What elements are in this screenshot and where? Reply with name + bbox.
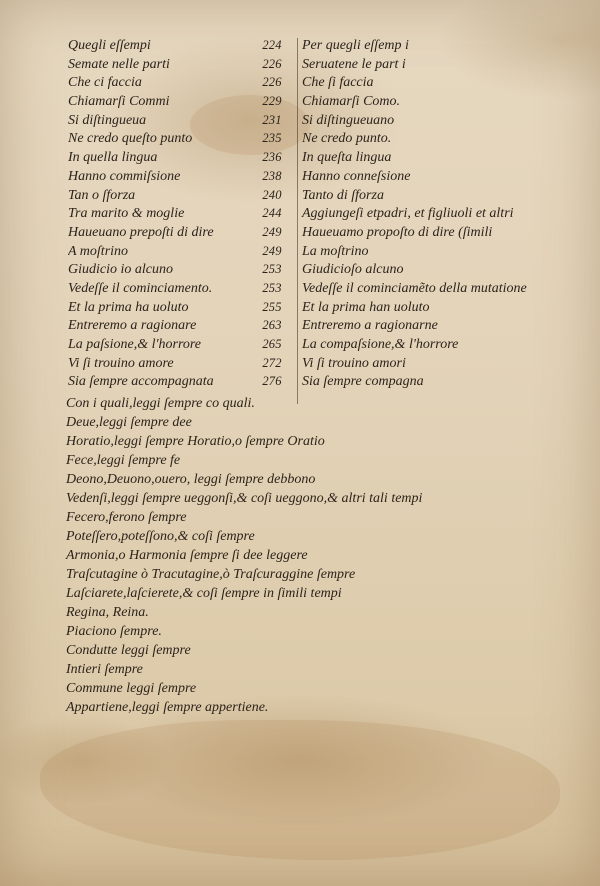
errata-note-line: Intieri ſempre [66, 662, 143, 677]
errata-wrong-text: Tra marito & moglie [68, 206, 185, 222]
errata-row [68, 279, 548, 298]
errata-row [68, 36, 548, 55]
errata-page-number: 272 [262, 355, 282, 370]
errata-row [68, 335, 548, 354]
errata-correct-text: Tanto di ſforza [302, 187, 384, 203]
errata-note-line: Commune leggi ſempre [66, 681, 197, 696]
errata-note-line: Appartiene,leggi ſempre appertiene. [66, 700, 269, 715]
errata-correct-text: Hanno conneſsione [302, 168, 411, 184]
errata-row [68, 73, 548, 92]
errata-note-line: Piaciono ſempre. [66, 624, 162, 639]
errata-note-line: Deue,leggi ſempre dee [66, 415, 192, 430]
errata-row [68, 372, 548, 391]
errata-row [68, 186, 548, 205]
errata-correct-text: Haueuamo propoſto di dire (ſimili [302, 224, 493, 240]
errata-wrong-text: A moſtrino [68, 243, 129, 259]
errata-note-line: Fece,leggi ſempre fe [66, 453, 181, 468]
errata-wrong-text: Ne credo queſto punto [68, 131, 193, 147]
errata-wrong-text: Vedeſſe il cominciamento. [68, 280, 213, 296]
errata-wrong-text: Et la prima ha uoluto [68, 299, 189, 315]
errata-correct-text: Entreremo a ragionarne [302, 318, 438, 334]
errata-row [68, 242, 548, 261]
errata-page-number: 255 [262, 299, 282, 314]
errata-note-line: Regina, Reina. [66, 605, 149, 620]
errata-page-number: 235 [262, 131, 282, 146]
errata-correct-text: Chiamarſi Como. [302, 94, 401, 110]
errata-table [68, 36, 548, 391]
errata-note-line: Condutte leggi ſempre [66, 643, 191, 658]
errata-wrong-text: Entreremo a ragionare [68, 318, 197, 334]
errata-correct-text: Vedeſſe il cominciamẽto della mutatione [302, 280, 527, 296]
errata-page-number: 253 [262, 262, 282, 277]
errata-page-number: 265 [262, 337, 282, 351]
errata-note-line: Deono,Deuono,ouero, leggi ſempre debbono [66, 472, 316, 487]
errata-page-number: 231 [262, 112, 282, 127]
errata-note-line: Con i quali,leggi ſempre co quali. [66, 396, 255, 411]
errata-wrong-text: Giudicio io alcuno [68, 262, 173, 278]
errata-row [68, 148, 548, 167]
errata-page-number: 226 [262, 75, 282, 90]
errata-notes [66, 394, 546, 717]
errata-note-line: Traſcutagine ò Tracutagine,ò Traſcuraggine ſempre [66, 567, 356, 582]
errata-row [68, 298, 548, 317]
errata-wrong-text: In quella lingua [68, 150, 158, 166]
errata-correct-text: Seruatene le part i [302, 56, 406, 72]
errata-page-number: 249 [262, 224, 282, 239]
errata-correct-text: La moſtrino [302, 243, 369, 259]
water-stain [40, 720, 560, 860]
errata-correct-text: Che ſi faccia [302, 75, 374, 91]
errata-wrong-text: Si diſtingueua [68, 112, 147, 128]
errata-wrong-text: Che ci faccia [68, 75, 142, 91]
errata-wrong-text: Hanno commiſsione [68, 168, 181, 184]
errata-page-number: 244 [262, 206, 282, 221]
errata-row [68, 111, 548, 130]
errata-note-line: Poteſſero,poteſſono,& coſi ſempre [66, 529, 255, 544]
errata-correct-text: Vi ſi trouino amori [302, 355, 406, 371]
errata-row [68, 55, 548, 74]
errata-correct-text: In queſta lingua [302, 150, 392, 166]
errata-wrong-text: La paſsione,& l'horrore [68, 337, 202, 352]
errata-wrong-text: Chiamarſi Commi [68, 94, 170, 110]
errata-page-number: 253 [262, 280, 282, 295]
errata-page-number: 236 [262, 150, 282, 165]
errata-note-line: Vedenſi,leggi ſempre ueggonſi,& coſi ueggono,& altri tali tempi [66, 491, 423, 506]
errata-page-number: 238 [262, 168, 282, 183]
errata-wrong-text: Sia ſempre accompagnata [68, 374, 214, 390]
errata-correct-text: Et la prima han uoluto [302, 299, 430, 315]
errata-row [68, 223, 548, 242]
errata-page-number: 240 [262, 187, 282, 202]
errata-correct-text: Sia ſempre compagna [302, 374, 424, 390]
errata-correct-text: La compaſsione,& l'horrore [302, 337, 459, 352]
errata-row [68, 129, 548, 148]
errata-page-number: 276 [262, 374, 282, 389]
errata-page-number: 263 [262, 318, 282, 333]
errata-page-number: 249 [262, 243, 282, 258]
errata-wrong-text: Tan o ſforza [68, 187, 136, 203]
errata-correct-text: Aggiungeſi etpadri, et figliuoli et altri [302, 206, 514, 222]
errata-note-line: Fecero,ferono ſempre [66, 510, 187, 525]
errata-wrong-text: Semate nelle parti [68, 56, 170, 72]
errata-correct-text: Si diſtingueuano [302, 112, 395, 128]
errata-note-line: Armonia,o Harmonia ſempre ſi dee leggere [66, 548, 308, 563]
errata-row [68, 316, 548, 335]
errata-wrong-text: Quegli eſſempi [68, 38, 151, 53]
errata-wrong-text: Vi ſi trouino amore [68, 355, 174, 371]
errata-row [68, 260, 548, 279]
errata-page-number: 224 [262, 38, 282, 52]
errata-correct-text: Per quegli eſſemp i [302, 38, 409, 53]
errata-wrong-text: Haueuano prepoſti di dire [68, 224, 214, 240]
errata-page-number: 226 [262, 56, 282, 71]
errata-note-line: Horatio,leggi ſempre Horatio,o ſempre Oratio [66, 434, 325, 449]
errata-row [68, 167, 548, 186]
errata-row [68, 354, 548, 373]
errata-page-number: 229 [262, 94, 282, 109]
errata-correct-text: Ne credo punto. [302, 131, 392, 147]
errata-correct-text: Giudicioſo alcuno [302, 262, 404, 278]
errata-row [68, 92, 548, 111]
errata-note-line: Laſciarete,laſcierete,& coſi ſempre in ſimili tempi [66, 586, 342, 601]
errata-row [68, 204, 548, 223]
